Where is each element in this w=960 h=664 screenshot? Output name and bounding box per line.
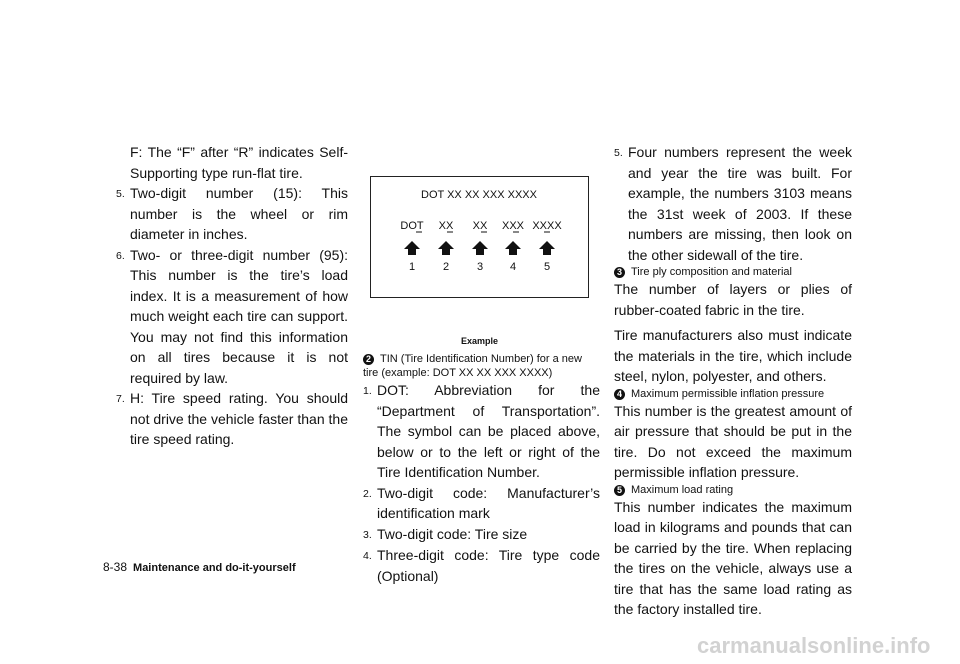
- item-text: Two-digit code: Tire size: [377, 525, 528, 542]
- arrow-up-icon: [404, 241, 420, 255]
- paragraph: Tire manufacturers also must indicate the materials in the tire, which include steel, nylon, polyester, and others.: [614, 327, 852, 384]
- item-number: 4.: [363, 550, 372, 562]
- item-text: H: Tire speed rating. You should not drive the vehicle faster than the tire speed rating.: [130, 390, 348, 447]
- tin-diagram-svg: [371, 177, 588, 297]
- circled-number-badge: 2: [363, 354, 374, 365]
- page-footer: [103, 560, 296, 574]
- section-name: Maintenance and do-it-yourself: [133, 562, 296, 574]
- item-number: 5.: [116, 188, 125, 200]
- section-heading: [363, 352, 600, 380]
- circled-number-badge: 3: [614, 267, 625, 278]
- circled-number-badge: 4: [614, 389, 625, 400]
- section-heading-text: Maximum permissible inflation pressure: [631, 387, 825, 400]
- tin-full-text: DOT XX XX XXX XXXX: [421, 189, 537, 201]
- section-heading: [614, 387, 852, 401]
- left-column: [116, 142, 348, 450]
- item-number: 5.: [614, 147, 623, 159]
- right-column: [614, 142, 852, 620]
- item-text: Three-digit code: Tire type code (Optional): [377, 547, 600, 584]
- list-item: [363, 524, 600, 546]
- tin-segment: XXX: [501, 220, 525, 232]
- segment-number: 4: [509, 261, 517, 273]
- item-number: 1.: [363, 385, 372, 397]
- f-indicator-text: F: The “F” after “R” indicates Self-Supporting type run-flat tire.: [130, 144, 348, 181]
- list-item: [363, 380, 600, 483]
- list-item: [116, 388, 348, 450]
- item-text: Four numbers represent the week and year the tire was built. For example, the numbers 3103 means the 31st week of 2003. If these numbers are missing, then look on the other sidewall of the tire.: [628, 144, 852, 263]
- middle-column: [363, 352, 600, 586]
- list-item: [116, 245, 348, 389]
- tin-segment: XXXX: [532, 220, 562, 232]
- item-number: 3.: [363, 528, 372, 541]
- tin-segment: DOT: [400, 220, 424, 232]
- segment-number: 3: [476, 261, 484, 273]
- page-number: 8-38: [103, 560, 128, 574]
- section-heading-text: TIN (Tire Identification Number) for a new tire (example: DOT XX XX XXX XXXX): [363, 353, 582, 379]
- paragraph: The number of layers or plies of rubber-coated fabric in the tire.: [614, 281, 852, 318]
- item-number: 7.: [116, 393, 125, 405]
- tin-segment: XX: [438, 220, 454, 232]
- section-heading-text: Tire ply composition and material: [631, 266, 792, 278]
- tin-segment: XX: [472, 220, 488, 232]
- item-text: Two-digit code: Manufacturer’s identification mark: [377, 484, 600, 521]
- segment-number: 1: [408, 261, 416, 273]
- arrow-up-icon: [505, 241, 521, 255]
- item-number: 6.: [116, 249, 125, 262]
- arrow-up-icon: [472, 241, 488, 255]
- paragraph: This number is the greatest amount of air pressure that should be put in the tire. Do not exceed the maximum permissible inflation pressure.: [614, 402, 852, 480]
- item-text: Two-digit number (15): This number is the wheel or rim diameter in inches.: [130, 185, 348, 242]
- list-item: [363, 483, 600, 524]
- list-item: [116, 183, 348, 245]
- item-text: DOT: Abbreviation for the “Department of Transportation”. The symbol can be placed above, below or to the left or right of the Tire Identification Number.: [377, 382, 600, 480]
- circled-number-badge: 5: [614, 485, 625, 496]
- segment-number: 2: [442, 261, 450, 273]
- paragraph: This number indicates the maximum load in kilograms and pounds that can be carried by the tire. When replacing the tires on the vehicle, always use a tire that has the same load rating as the factory installed tire.: [614, 498, 852, 617]
- arrow-up-icon: [539, 241, 555, 255]
- section-heading: [614, 483, 852, 497]
- section-heading-text: Maximum load rating: [631, 483, 734, 496]
- item-number: 2.: [363, 487, 372, 500]
- list-item: [363, 545, 600, 586]
- segment-number: 5: [543, 261, 551, 273]
- section-heading: [614, 265, 852, 279]
- tin-example-diagram: [370, 176, 589, 298]
- item-text: Two- or three-digit number (95): This number is the tire’s load index. It is a measurement of how much weight each tire can support. You may not find this information on all tires because it is not required by law.: [130, 246, 348, 386]
- arrow-up-icon: [438, 241, 454, 255]
- watermark: carmanualsonline.info: [697, 633, 931, 658]
- diagram-caption: Example: [460, 336, 499, 346]
- list-item: [614, 142, 852, 265]
